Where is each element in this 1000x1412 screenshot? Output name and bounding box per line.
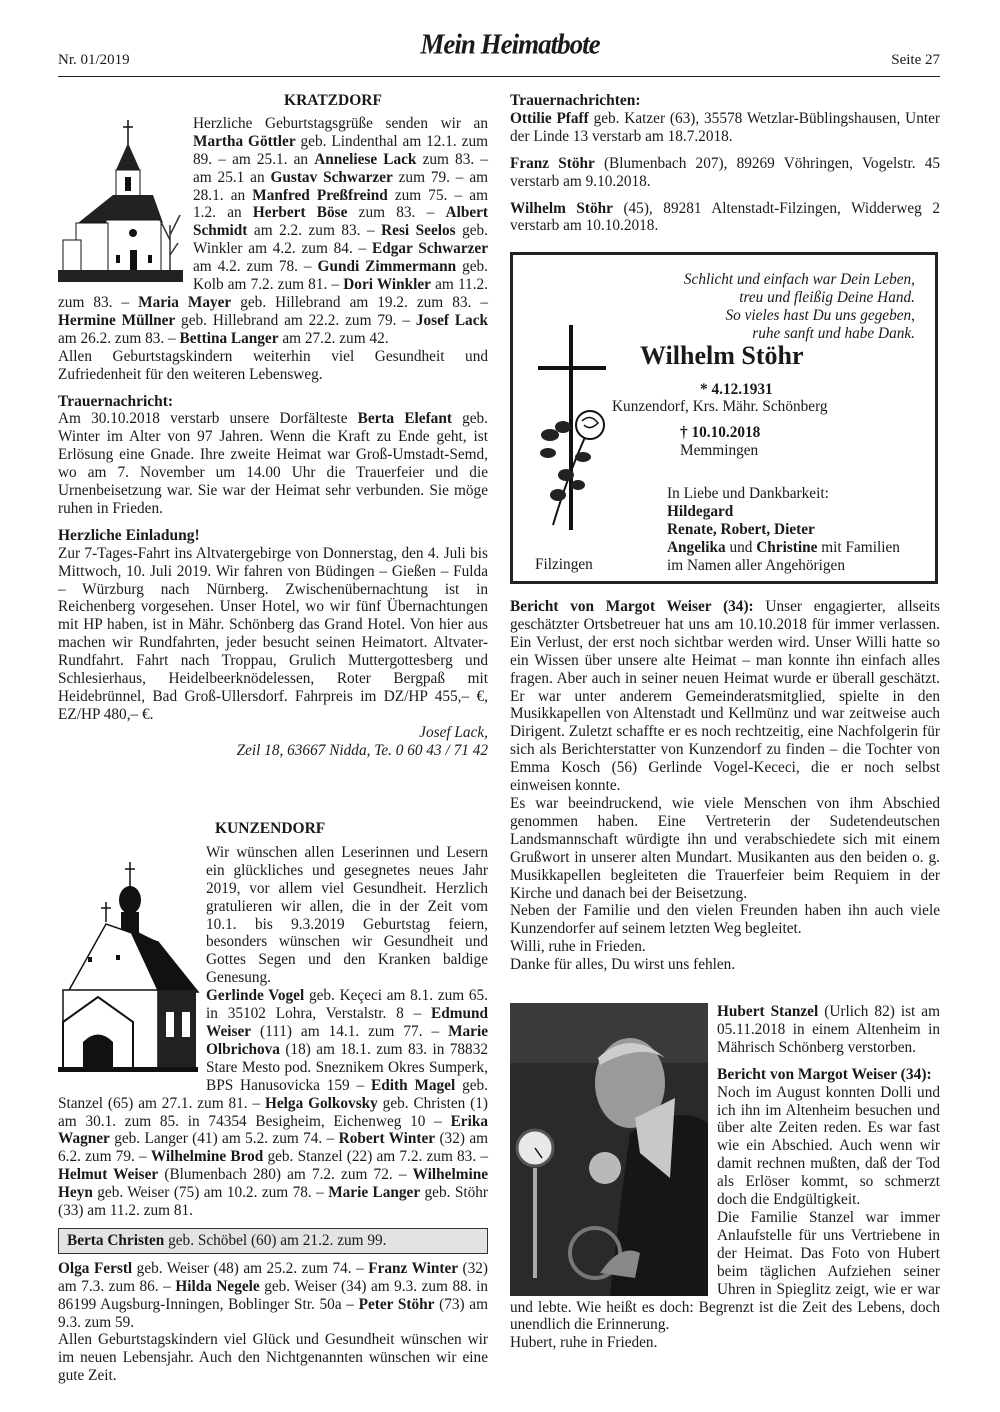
bold-name: Robert Winter (338, 1130, 436, 1148)
text-run: geb. Weiser (48) am 25.2. zum 74. – (132, 1259, 369, 1277)
report-text: Neben der Familie und den vielen Freunden haben ihn auch viele Kunzendorfer auf seinem letzten Weg begleitet. (510, 902, 940, 938)
bold-name: Berta Christen (67, 1231, 165, 1249)
kunzendorf-intro: Wir wünschen allen Leserinnen und Lesern ein glückliches und gesegnetes neues Jahr 2019, vor allem viel Gesundheit. Herzlich gratulieren wir allen, die in der Zeit vom 10.1. bis 9.3.2019 Geburtstag feiern, besonders wünschen wir Gesundheit und Gottes Segen und den Kranken baldige Genesung. (206, 843, 488, 987)
bold-name: Gerlinde Vogel (206, 987, 305, 1005)
text-run: geb. Stöhr (33) am 11.2. zum 81. (58, 1184, 488, 1220)
text-run: geb. Winkler am 4.2. zum 84. – (193, 222, 488, 258)
bold-name: Gustav Schwarzer (270, 168, 393, 186)
verse-line: ruhe sanft und habe Dank. (752, 325, 915, 342)
church-drawing-icon (58, 115, 188, 285)
bold-name: Hilda Negele (175, 1277, 260, 1295)
birthday-list-continued (58, 1260, 488, 1332)
bold-name: Wilhelmine Brod (150, 1148, 264, 1166)
text-run: zum 75. – am 1.2. an (193, 186, 488, 222)
text-run: Unser engagierter, allseits geschätzter Ortsbetreuer hat uns am 10.10.2018 für immer verlassen. Ein Verlust, der erst noch sichtbar werden wird. Unser Willi hatte so ein Wissen über unsere alte Heimat – man konnte ihn einfach alles fragen. Aber auch in seiner neuen Heimat wurde er überall geschätzt. Er war unter anderem Gemeinderatsmitglied, spielte in den Musikkapellen von Altenstadt und Kellmünz und war zeitweise auch Dirigent. Zuletzt schaffte er es noch rechtzeitig, eine Nachfolgerin für sich als Berichterstatter von Kunzendorf zu finden – die Tochter von Emma Kosch (56) Gerlinde Vogel-Kececi, die er noch selbst einweisen konnte. (510, 598, 941, 795)
notice (510, 155, 940, 191)
bold-name: Franz Winter (368, 1259, 459, 1277)
bold-name: Gundi Zimmermann (317, 258, 457, 276)
bold-name: Helmut Weiser (58, 1166, 159, 1184)
text-run: geb. Hillebrand am 19.2. zum 83. – (231, 293, 488, 311)
text-run: geb. Stanzel (22) am 7.2. zum 83. – (263, 1148, 488, 1166)
family-line (667, 539, 900, 557)
section-kunzendorf (58, 820, 488, 1385)
bold-name: Dori Winkler (343, 276, 431, 294)
verse-line: Schlicht und einfach war Dein Leben, (683, 271, 915, 288)
text-run: geb. Langer (41) am 5.2. zum 74. – (109, 1130, 339, 1148)
text-run: am 27.2. zum 42. (278, 329, 389, 347)
section-kratzdorf (58, 92, 488, 760)
closing-wishes: Allen Geburtstagskindern viel Glück und Gesundheit wünschen wir im neuen Lebensjahr. Auch den Nichtgenannten wünschen wir eine gute Zeit. (58, 1331, 488, 1385)
text-run: geb. Schöbel (60) am 21.2. zum 99. (164, 1231, 387, 1249)
bold-name: Angelika (667, 538, 726, 556)
text-run: am 2.2. zum 83. – (247, 222, 382, 240)
section-mourning-notices (510, 92, 940, 235)
text-run: (Blumenbach 280) am 7.2. zum 72. – (158, 1166, 413, 1184)
mourning-heading: Trauernachricht: (58, 392, 174, 410)
bold-name: Wilhelm Stöhr (510, 199, 613, 217)
text-run: zum 79. – am 28.1. an (193, 168, 489, 204)
bold-name: Hermine Müllner (58, 311, 176, 329)
page-number: Seite 27 (891, 52, 940, 68)
section-heading: KRATZDORF (284, 92, 382, 109)
newspaper-logo: Mein Heimatbote (420, 28, 600, 60)
text-run: mit Familien (817, 538, 900, 556)
text-run: (73) am 9.3. zum 59. (58, 1295, 488, 1331)
text-run: am 26.2. zum 83. – (58, 329, 180, 347)
bold-name: Bettina Langer (179, 329, 279, 347)
wishes-text: Allen Geburtstagskindern weiterhin viel Gesundheit und Zufriedenheit für den weiteren Lebensweg. (58, 347, 488, 383)
verse-line: So vieles hast Du uns gegeben, (725, 307, 915, 324)
bold-name: Edgar Schwarzer (372, 240, 488, 258)
bold-name: Ottilie Pfaff (510, 109, 589, 127)
text-run: am 4.2. zum 78. – (193, 258, 318, 276)
text-run: geb. Kolb am 7.2. zum 81. – (193, 258, 488, 294)
bold-name: Edmund Weiser (206, 1005, 488, 1040)
bold-name: Christine (756, 538, 818, 556)
text-run: (18) am 18.1. zum 83. in 78832 Stare Mesto pod. Sneznikem Okres Sumperk, BPS Hanusovicka 159 – (206, 1040, 488, 1094)
bold-name: Martha Göttler (193, 132, 296, 150)
bold-name: Olga Ferstl (58, 1259, 133, 1277)
bold-name: Erika Wagner (58, 1112, 488, 1148)
bold-name: Albert Schmidt (193, 204, 488, 240)
text-run: und (725, 538, 757, 556)
mourners-block (667, 485, 900, 575)
bold-name: Marie Langer (328, 1184, 421, 1202)
text-run: geb. Keçeci am 8.1. zum 65. in 35102 Lohra, Verstalstr. 8 – (206, 987, 489, 1023)
family-line: im Namen aller Angehörigen (667, 556, 845, 574)
obituary-box (510, 252, 938, 584)
signature-address: Zeil 18, 63667 Nidda, Te. 0 60 43 / 71 42 (236, 741, 488, 759)
bold-name: Maria Mayer (138, 293, 232, 311)
report-text: Noch im August konnten Dolli und ich ihn im Altenheim besuchen und über alte Zeiten reden. Es war fast wie ein Abschied. Auch wenn wir damit rechnen mußten, daß der Tod als Erlöser kommt, so schmerzt doch die Endgültigkeit. (717, 1083, 940, 1209)
section-heading: KUNZENDORF (215, 820, 326, 837)
death-date: † 10.10.2018 (680, 424, 761, 441)
report-text: Es war beeindruckend, wie viele Menschen von ihm Abschied genommen haben. Eine Vertreterin der Sudetendeutschen Landsmannschaft würdigte ihn und verabschiedete sich mit einem Grußwort in unserer alten Mundart. Musikanten aus den beiden o. g. Musikkapellen begleiteten die Trauerfeier beim Requiem in der Kirche und danach bei der Beisetzung. (510, 794, 940, 902)
text-run: geb. Lindenthal am 12.1. zum 89. – am 25.1. an (193, 132, 488, 168)
section-stanzel (510, 1003, 940, 1352)
text-run: (32) am 6.2. zum 79. – (58, 1130, 489, 1166)
obituary-verse (684, 271, 915, 343)
verse-line: treu und fleißig Deine Hand. (739, 289, 915, 306)
bold-name: Anneliese Lack (314, 150, 417, 168)
mourning-heading: Trauernachrichten: (510, 92, 641, 109)
text-run: Am 30.10.2018 verstarb unsere Dorfälteste (58, 410, 358, 428)
thanks-line: In Liebe und Dankbarkeit: (667, 485, 829, 502)
signature-name: Josef Lack, (419, 723, 488, 741)
mourning-text (58, 410, 488, 517)
text-run: zum 83. – (347, 204, 446, 222)
report-text: Hubert, ruhe in Frieden. (510, 1334, 658, 1352)
bold-name: Berta Elefant (357, 410, 452, 428)
text-run: am 11.2. zum 83. – (58, 276, 488, 311)
bold-name: Marie Olbrichova (206, 1022, 488, 1058)
cross-with-rose-icon (538, 325, 618, 535)
bold-name: Peter Stöhr (358, 1295, 435, 1313)
family-line: Hildegard (667, 502, 734, 520)
invitation-heading: Herzliche Einladung! (58, 526, 200, 544)
photo-man-with-clock (510, 1003, 708, 1296)
bold-name: Helga Golkovsky (264, 1094, 378, 1112)
text-run: Herzliche Geburtstagsgrüße senden wir an (193, 114, 488, 132)
birth-date: * 4.12.1931 (700, 381, 773, 398)
bold-name: Edith Magel (371, 1076, 456, 1094)
text-run: geb. Weiser (34) am 9.3. zum 88. in 86199 Augsburg-Inningen, Boblinger Str. 50a – (58, 1277, 488, 1313)
family-line: Renate, Robert, Dieter (667, 520, 815, 538)
text-run: geb. Hillebrand am 22.2. zum 79. – (175, 311, 416, 329)
report-heading: Bericht von Margot Weiser (34): (717, 1065, 932, 1083)
bold-name: Resi Seelos (381, 222, 456, 240)
notice (510, 110, 940, 146)
report-text: Danke für alles, Du wirst uns fehlen. (510, 956, 736, 974)
text-run: zum 83. – am 25.1 an (193, 150, 488, 186)
report-text (510, 598, 940, 795)
invitation-text: Zur 7-Tages-Fahrt ins Altvatergebirge von Donnerstag, den 4. Juli bis Mittwoch, 10. Juli 2019. Wir fahren von Büdingen – Gießen – Fulda – Würzburg nach Nürnberg. Zwischenübernachtung ist in Reichenberg vorgesehen. Unser Hotel, wo wir fünf Übernachtungen mit HP haben, ist in Mähr. Schönberg das Grand Hotel. Von hier aus machen wir Rundfahrten, jeder besucht seinen Heimatort. Altvater-Rundfahrt. Fahrt nach Troppau, Grulich Muttergottesberg und Schlesierhaus, Heidelbeerknödelessen, Roter Bergpaß mit Heidebrünnel, Bad Groß-Ullersdorf. Fahrpreis im DZ/HP 455,– €, EZ/HP 480,– €. (58, 544, 488, 723)
bold-name: Franz Stöhr (510, 154, 595, 172)
text-run: (Blumenbach 207), 89269 Vöhringen, Vogelstr. 45 verstarb am 9.10.2018. (510, 154, 940, 190)
bold-name: Bericht von Margot Weiser (34): (510, 598, 754, 615)
report-text: Willi, ruhe in Frieden. (510, 938, 646, 956)
church-drawing-icon (58, 862, 200, 1077)
bold-name: Josef Lack (415, 311, 488, 329)
section-report-weiser (510, 598, 940, 974)
text-run: (45), 89281 Altenstadt-Filzingen, Widderweg 2 verstarb am 10.10.2018. (510, 199, 940, 235)
issue-number: Nr. 01/2019 (58, 52, 130, 68)
birth-place: Kunzendorf, Krs. Mähr. Schönberg (612, 398, 828, 415)
text-run: geb. Winter im Alter von 97 Jahren. Wenn die Kraft zu Ende geht, ist Erlösung eine Gnade. Ihre zweite Heimat war Groß-Umstadt-Semd, wo am 7. November um 14.00 Uhr die Trauerfeier und die Urnenbeisetzung war. Sie war der Heimat sehr verbunden. Sie möge ruhen in Frieden. (58, 410, 488, 517)
death-place: Memmingen (680, 442, 759, 459)
bold-name: Herbert Böse (252, 204, 348, 222)
highlight-box (58, 1228, 488, 1254)
report-text: Die Familie Stanzel war immer Anlaufstelle für uns Vertriebene in der Heimat. Das Foto von Hubert beim täglichen Aufziehen seiner Uhren in Spieglitz zeigt, wie er war und lebte. Wie heißt es doch: Begrenzt ist die Zeit des Lebens, doch unendlich die Erinnerung. (510, 1208, 940, 1334)
bold-name: Hubert Stanzel (717, 1003, 819, 1020)
bold-name: Wilhelmine Heyn (58, 1166, 488, 1202)
header-rule (58, 76, 940, 77)
obituary-location: Filzingen (535, 556, 593, 573)
bold-name: Manfred Preßfreind (252, 186, 388, 204)
text-run: (Urlich 82) ist am 05.11.2018 in einem Altenheim in Mährisch Schönberg verstorben. (717, 1003, 940, 1056)
notice (510, 200, 940, 236)
deceased-name: Wilhelm Stöhr (640, 341, 804, 370)
text-run: (111) am 14.1. zum 77. – (251, 1022, 449, 1040)
text-run: geb. Christen (1) am 30.1. zum 85. in 74354 Besigheim, Eichenweg 10 – (58, 1094, 489, 1130)
text-run: (32) am 7.3. zum 86. – (58, 1259, 489, 1295)
text-run: geb. Stanzel (65) am 27.1. zum 81. – (58, 1076, 488, 1112)
text-run: geb. Weiser (75) am 10.2. zum 78. – (92, 1184, 329, 1202)
text-run: geb. Katzer (63), 35578 Wetzlar-Büblingshausen, Unter der Linde 13 verstarb am 18.7.2018. (510, 109, 940, 145)
